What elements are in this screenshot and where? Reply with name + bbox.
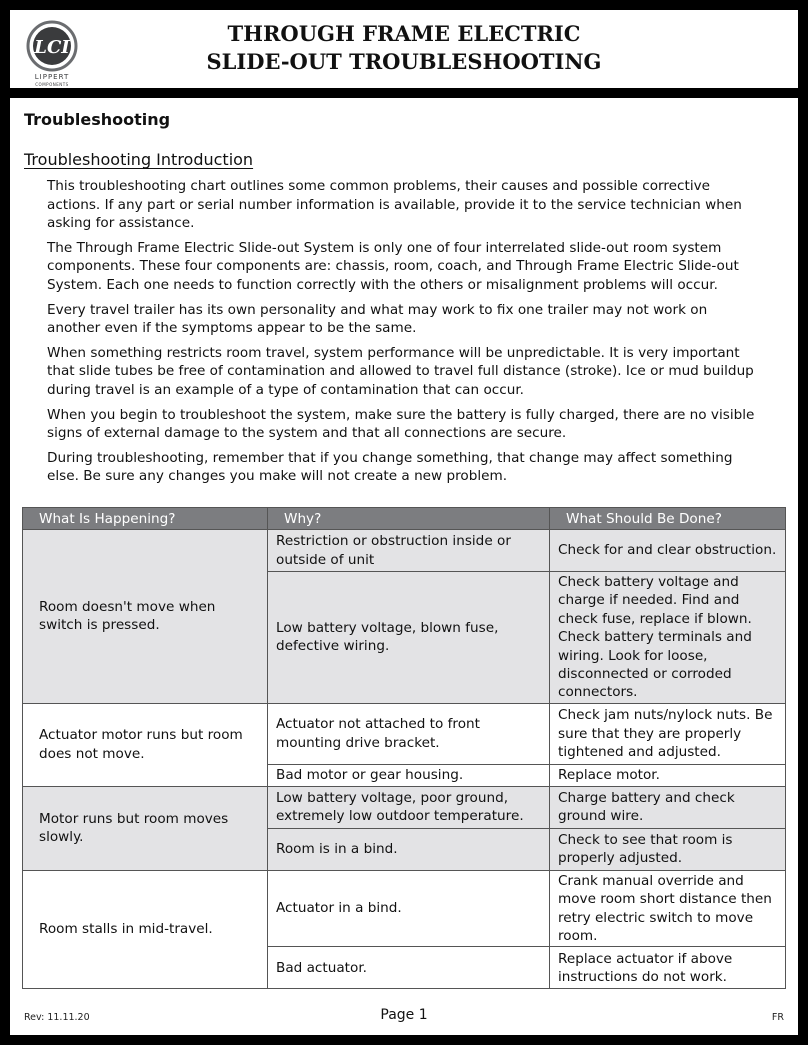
intro-text xyxy=(47,177,762,492)
title-line-1: THROUGH FRAME ELECTRIC xyxy=(227,21,581,46)
intro-paragraph: The Through Frame Electric Slide-out System is only one of four interrelated slide-out room system components. These four components are: chassis, room, coach, and Through Frame Electric Slide-out System. Each one needs to function correctly with the others or misalignment problems will occur. xyxy=(47,239,739,293)
table-header-row xyxy=(23,508,786,530)
problem-cell: Actuator motor runs but room does not move. xyxy=(23,703,268,786)
header-divider xyxy=(10,88,798,98)
remedy-cell: Crank manual override and move room short distance then retry electric switch to move room. xyxy=(550,870,786,947)
svg-text:COMPONENTS: COMPONENTS xyxy=(35,82,69,87)
cause-cell: Low battery voltage, poor ground, extremely low outdoor temperature. xyxy=(268,786,550,828)
header xyxy=(10,10,798,88)
remedy-cell: Check jam nuts/nylock nuts. Be sure that they are properly tightened and adjusted. xyxy=(550,703,786,764)
header-why: Why? xyxy=(268,508,550,530)
remedy-cell: Check to see that room is properly adjusted. xyxy=(550,828,786,870)
revision-label: Rev: 11.11.20 xyxy=(24,1012,90,1023)
cause-cell: Actuator not attached to front mounting drive bracket. xyxy=(268,703,550,764)
cause-cell: Actuator in a bind. xyxy=(268,870,550,947)
table-row xyxy=(23,870,786,947)
problem-cell: Room doesn't move when switch is pressed. xyxy=(23,530,268,704)
intro-paragraph: During troubleshooting, remember that if you change something, that change may affect something else. Be sure any changes you make will not create a new problem. xyxy=(47,449,733,485)
language-code: FR xyxy=(771,1012,784,1023)
intro-paragraph: When something restricts room travel, system performance will be unpredictable. It is very important that slide tubes be free of contamination and allowed to travel full distance (stroke). Ice or mud buildup during travel is an example of a type of contamination that can occur. xyxy=(47,344,754,398)
remedy-cell: Check for and clear obstruction. xyxy=(550,530,786,572)
problem-cell: Room stalls in mid-travel. xyxy=(23,870,268,989)
header-what-should-be-done: What Should Be Done? xyxy=(550,508,786,530)
svg-text:LIPPERT: LIPPERT xyxy=(34,73,70,81)
intro-paragraph: Every travel trailer has its own personality and what may work to fix one trailer may not work on another even if the symptoms appear to be the same. xyxy=(47,301,708,337)
lci-logo xyxy=(22,18,82,88)
document-page xyxy=(10,10,798,1035)
cause-cell: Bad motor or gear housing. xyxy=(268,764,550,786)
intro-heading: Troubleshooting Introduction xyxy=(24,150,254,169)
cause-cell: Low battery voltage, blown fuse, defective wiring. xyxy=(268,572,550,704)
table-row xyxy=(23,530,786,572)
cause-cell: Restriction or obstruction inside or outside of unit xyxy=(268,530,550,572)
intro-paragraph: When you begin to troubleshoot the system, make sure the battery is fully charged, there are no visible signs of external damage to the system and that all connections are secure. xyxy=(47,406,755,442)
remedy-cell: Charge battery and check ground wire. xyxy=(550,786,786,828)
title-line-2: SLIDE-OUT TROUBLESHOOTING xyxy=(206,49,602,74)
header-what-is-happening: What Is Happening? xyxy=(23,508,268,530)
remedy-cell: Replace actuator if above instructions do not work. xyxy=(550,947,786,989)
section-title: Troubleshooting xyxy=(24,110,171,129)
cause-cell: Bad actuator. xyxy=(268,947,550,989)
remedy-cell: Replace motor. xyxy=(550,764,786,786)
svg-text:LCI: LCI xyxy=(34,37,70,58)
page-number: Page 1 xyxy=(380,1007,428,1023)
troubleshooting-table xyxy=(22,507,786,989)
document-title xyxy=(90,20,718,76)
table-row xyxy=(23,786,786,828)
table-row xyxy=(23,703,786,764)
remedy-cell: Check battery voltage and charge if needed. Find and check fuse, replace if blown. Check battery terminals and wiring. Look for loose, disconnected or corroded connectors. xyxy=(550,572,786,704)
problem-cell: Motor runs but room moves slowly. xyxy=(23,786,268,870)
intro-paragraph: This troubleshooting chart outlines some common problems, their causes and possible corrective actions. If any part or serial number information is available, provide it to the service technician when asking for assistance. xyxy=(47,178,742,232)
cause-cell: Room is in a bind. xyxy=(268,828,550,870)
